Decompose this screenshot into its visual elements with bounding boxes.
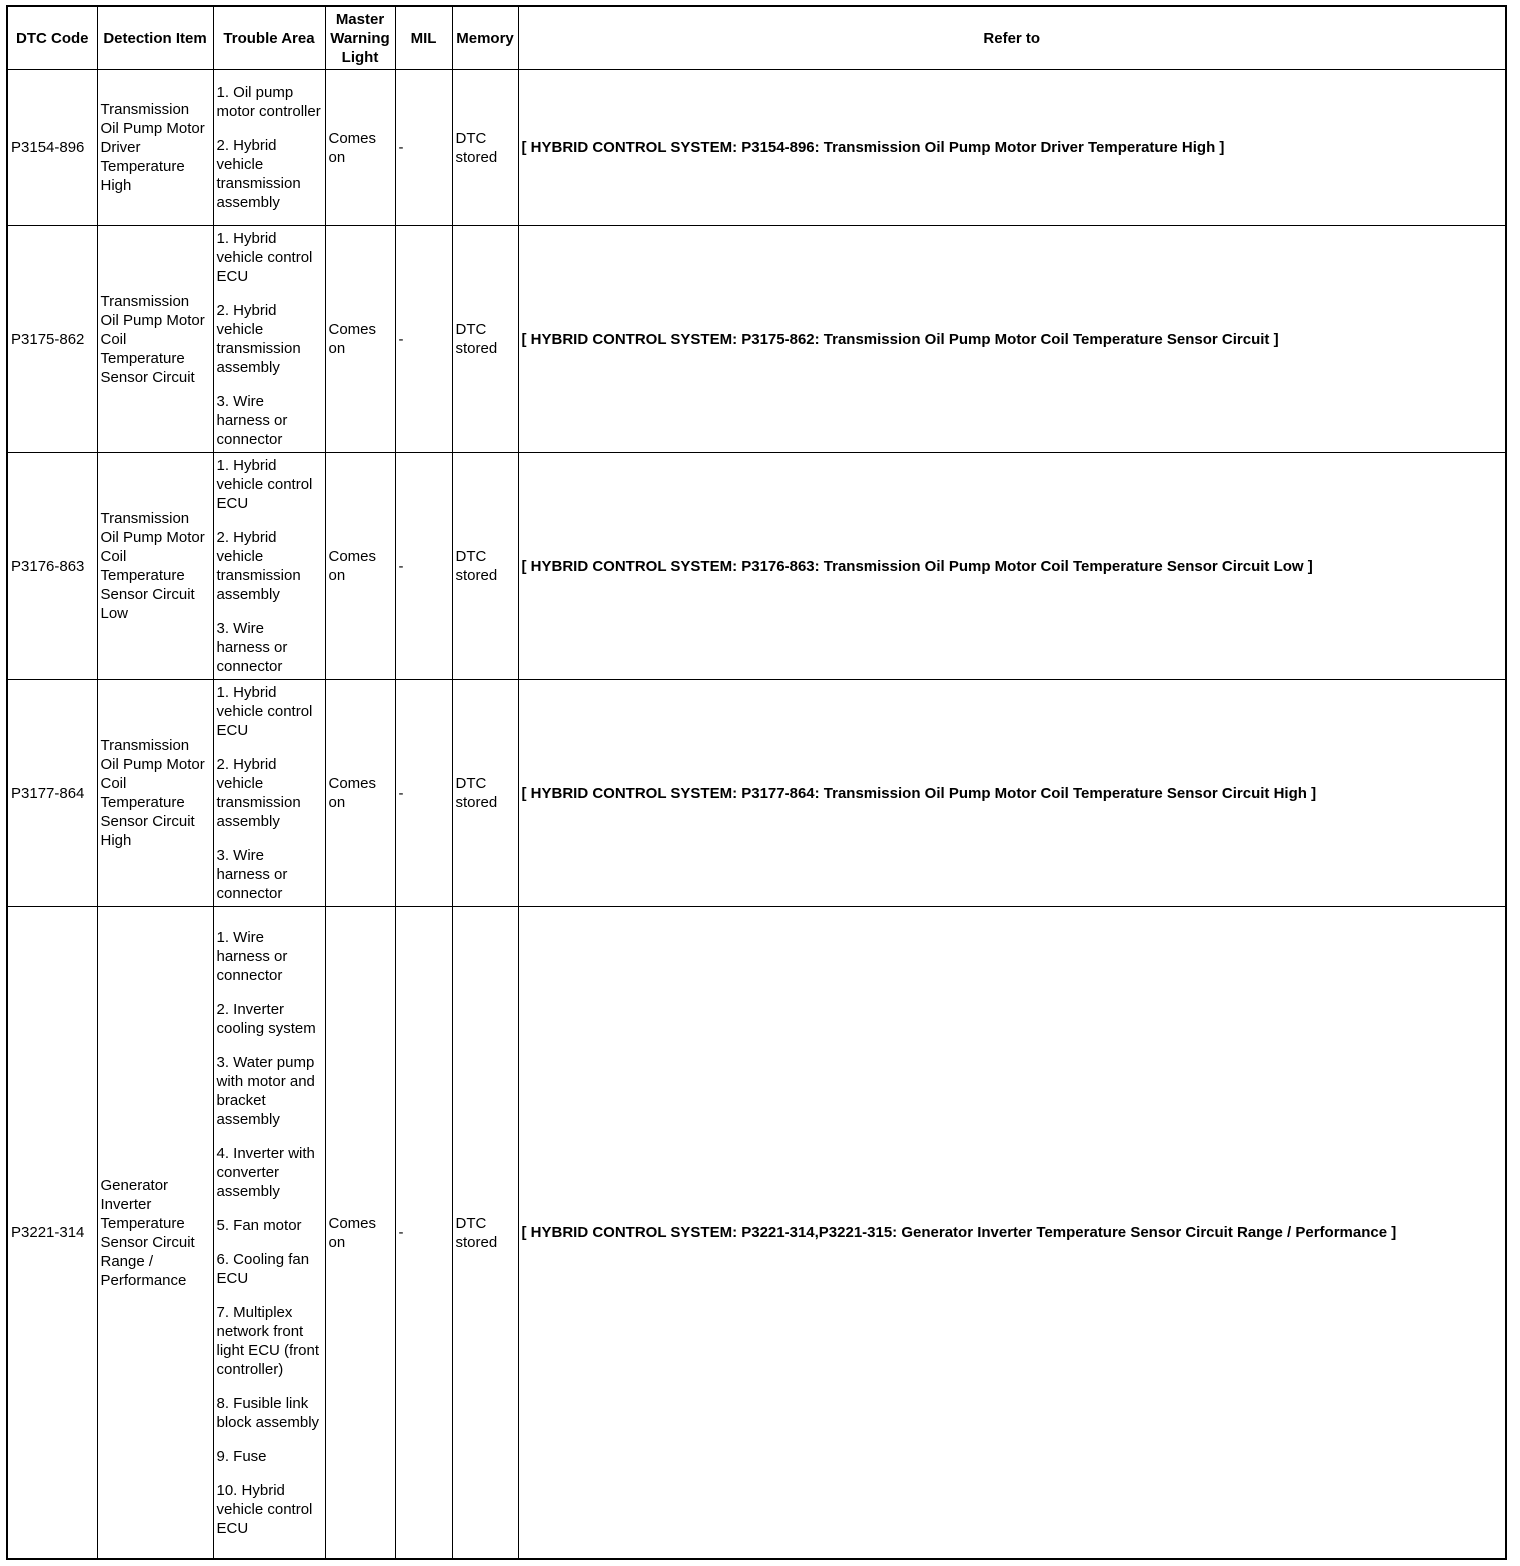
detection-item-cell: Generator Inverter Temperature Sensor Circuit Range / Performance: [97, 907, 213, 1560]
table-row: [7, 70, 1506, 226]
header-memory: Memory: [452, 6, 518, 70]
table-row: [7, 453, 1506, 680]
trouble-area-list: [217, 229, 322, 449]
master-warning-light-cell: Comes on: [325, 453, 395, 680]
master-warning-light-cell: Comes on: [325, 907, 395, 1560]
header-master-warning-light: Master Warning Light: [325, 6, 395, 70]
table-row: [7, 226, 1506, 453]
refer-to-link[interactable]: [ HYBRID CONTROL SYSTEM: P3154-896: Transmission Oil Pump Motor Driver Temperature High ]: [518, 70, 1506, 226]
trouble-area-list: [217, 456, 322, 676]
trouble-area-item: 2. Hybrid vehicle transmission assembly: [216, 529, 301, 603]
dtc-code-cell: P3221-314: [7, 907, 97, 1560]
mil-cell: -: [395, 907, 452, 1560]
master-warning-light-cell: Comes on: [325, 70, 395, 226]
dtc-code-cell: P3176-863: [7, 453, 97, 680]
trouble-area-item: 9. Fuse: [216, 1447, 267, 1465]
refer-to-link[interactable]: [ HYBRID CONTROL SYSTEM: P3175-862: Transmission Oil Pump Motor Coil Temperature Sensor Circuit ]: [518, 226, 1506, 453]
detection-item-cell: Transmission Oil Pump Motor Coil Temperature Sensor Circuit Low: [97, 453, 213, 680]
trouble-area-cell: [213, 907, 325, 1560]
trouble-area-item: 10. Hybrid vehicle control ECU: [216, 1481, 313, 1537]
trouble-area-item: 1. Oil pump motor controller: [216, 84, 321, 120]
trouble-area-item: 3. Wire harness or connector: [216, 620, 288, 675]
header-detection-item: Detection Item: [97, 6, 213, 70]
master-warning-light-cell: Comes on: [325, 680, 395, 907]
trouble-area-item: 2. Inverter cooling system: [216, 1000, 316, 1037]
trouble-area-item: 5. Fan motor: [216, 1216, 302, 1234]
trouble-area-item: 1. Hybrid vehicle control ECU: [216, 684, 313, 739]
trouble-area-cell: [213, 680, 325, 907]
table-header-row: [7, 6, 1506, 70]
header-mil: MIL: [395, 6, 452, 70]
header-dtc-code: DTC Code: [7, 6, 97, 70]
trouble-area-item: 3. Water pump with motor and bracket assembly: [216, 1053, 315, 1128]
mil-cell: -: [395, 70, 452, 226]
trouble-area-item: 7. Multiplex network front light ECU (front controller): [216, 1303, 320, 1378]
trouble-area-item: 1. Hybrid vehicle control ECU: [216, 457, 313, 512]
refer-to-link[interactable]: [ HYBRID CONTROL SYSTEM: P3176-863: Transmission Oil Pump Motor Coil Temperature Sensor Circuit Low ]: [518, 453, 1506, 680]
trouble-area-item: 2. Hybrid vehicle transmission assembly: [216, 756, 301, 830]
trouble-area-item: 1. Wire harness or connector: [216, 928, 288, 984]
memory-cell: DTC stored: [452, 453, 518, 680]
mil-cell: -: [395, 453, 452, 680]
dtc-table: [6, 5, 1507, 1560]
trouble-area-list: [217, 928, 322, 1538]
trouble-area-item: 6. Cooling fan ECU: [216, 1250, 310, 1287]
trouble-area-item: 2. Hybrid vehicle transmission assembly: [216, 137, 301, 211]
trouble-area-cell: [213, 453, 325, 680]
trouble-area-item: 2. Hybrid vehicle transmission assembly: [216, 302, 301, 376]
trouble-area-item: 8. Fusible link block assembly: [216, 1394, 320, 1431]
memory-cell: DTC stored: [452, 226, 518, 453]
master-warning-light-cell: Comes on: [325, 226, 395, 453]
detection-item-cell: Transmission Oil Pump Motor Driver Temperature High: [97, 70, 213, 226]
memory-cell: DTC stored: [452, 70, 518, 226]
trouble-area-cell: [213, 226, 325, 453]
trouble-area-cell: [213, 70, 325, 226]
memory-cell: DTC stored: [452, 907, 518, 1560]
memory-cell: DTC stored: [452, 680, 518, 907]
trouble-area-list: [217, 683, 322, 903]
trouble-area-list: [217, 83, 322, 212]
trouble-area-item: 3. Wire harness or connector: [216, 393, 288, 448]
trouble-area-item: 4. Inverter with converter assembly: [216, 1144, 315, 1200]
trouble-area-item: 1. Hybrid vehicle control ECU: [216, 230, 313, 285]
table-row: [7, 680, 1506, 907]
dtc-code-cell: P3175-862: [7, 226, 97, 453]
detection-item-cell: Transmission Oil Pump Motor Coil Temperature Sensor Circuit: [97, 226, 213, 453]
dtc-code-cell: P3154-896: [7, 70, 97, 226]
header-refer-to: Refer to: [518, 6, 1506, 70]
dtc-code-cell: P3177-864: [7, 680, 97, 907]
refer-to-link[interactable]: [ HYBRID CONTROL SYSTEM: P3221-314,P3221-315: Generator Inverter Temperature Sensor Circuit Range / Performance ]: [518, 907, 1506, 1560]
header-trouble-area: Trouble Area: [213, 6, 325, 70]
mil-cell: -: [395, 226, 452, 453]
mil-cell: -: [395, 680, 452, 907]
refer-to-link[interactable]: [ HYBRID CONTROL SYSTEM: P3177-864: Transmission Oil Pump Motor Coil Temperature Sensor Circuit High ]: [518, 680, 1506, 907]
detection-item-cell: Transmission Oil Pump Motor Coil Temperature Sensor Circuit High: [97, 680, 213, 907]
trouble-area-item: 3. Wire harness or connector: [216, 847, 288, 902]
table-row: [7, 907, 1506, 1560]
